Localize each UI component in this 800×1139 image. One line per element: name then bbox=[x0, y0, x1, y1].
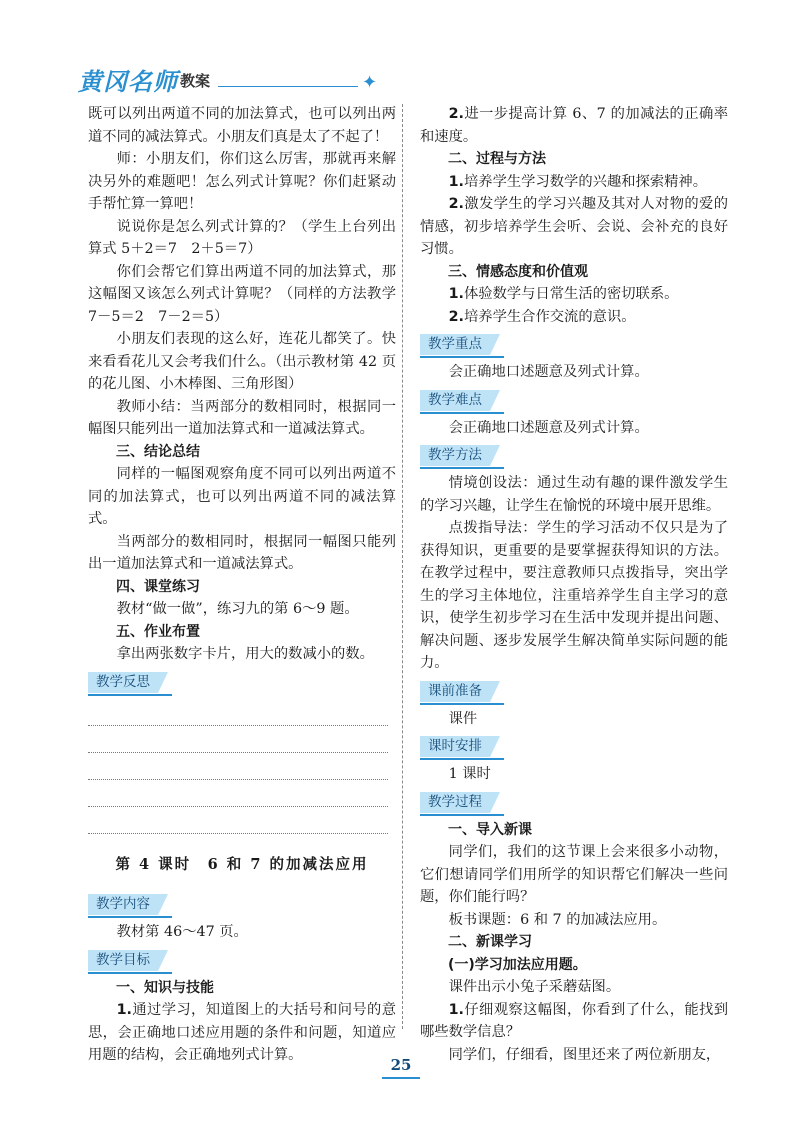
paragraph: 情境创设法：通过生动有趣的课件激发学生的学习兴趣，让学生在愉悦的环境中展开思维。 bbox=[420, 475, 728, 514]
sparkle-icon: ✦ bbox=[362, 72, 378, 93]
dotted-line bbox=[88, 753, 388, 780]
paragraph: 师：小朋友们，你们这么厉害，那就再来解决另外的难题吧！怎么列式计算呢？你们赶紧动手帮忙算一算吧！ bbox=[88, 151, 396, 212]
item-number: 1. bbox=[116, 1002, 132, 1018]
item-text: 仔细观察这幅图，你看到了什么，能找到哪些数学信息？ bbox=[420, 1001, 728, 1040]
page-number: 25 bbox=[390, 1056, 412, 1074]
section-heading: 五、作业布置 bbox=[116, 623, 200, 640]
item-number: 2. bbox=[448, 196, 464, 212]
paragraph: 会正确地口述题意及列式计算。 bbox=[448, 419, 649, 436]
section-heading: 一、知识与技能 bbox=[116, 979, 214, 996]
numbered-paragraph bbox=[420, 103, 728, 148]
paragraph: 既可以列出两道不同的加法算式，也可以列出两道不同的减法算式。小朋友们真是太了不起了！ bbox=[88, 106, 396, 145]
item-text: 培养学生合作交流的意识。 bbox=[463, 308, 636, 325]
paragraph: 你们会帮它们算出两道不同的加法算式，那这幅图又该怎么列式计算呢？（同样的方法教学 7－5＝2 7－2＝5） bbox=[88, 263, 396, 325]
item-number: 1. bbox=[448, 286, 464, 302]
dotted-line bbox=[88, 699, 388, 726]
item-text: 通过学习，知道图上的大括号和问号的意思，会正确地口述应用题的条件和问题，知道应用题的结构，会正确地列式计算。 bbox=[88, 1002, 396, 1063]
right-column bbox=[420, 103, 728, 1066]
paragraph: 说说你是怎么列式计算的？（学生上台列出算式 5＋2＝7 2＋5＝7） bbox=[88, 218, 396, 257]
item-number: 1. bbox=[448, 1001, 464, 1018]
paragraph: 课件 bbox=[448, 710, 478, 727]
paragraph: 当两部分的数相同时，根据同一幅图只能列出一道加法算式和一道减法算式。 bbox=[88, 533, 396, 572]
page-header bbox=[78, 62, 378, 102]
header-subtitle: 教案 bbox=[180, 72, 211, 90]
section-tag-process: 教学过程 bbox=[420, 792, 490, 813]
column-divider bbox=[402, 104, 403, 1029]
item-text: 培养学生学习数学的兴趣和探索精神。 bbox=[463, 173, 708, 190]
section-heading: 三、结论总结 bbox=[116, 443, 200, 460]
paragraph: 教师小结：当两部分的数相同时，根据同一幅图只能列出一道加法算式和一道减法算式。 bbox=[88, 398, 396, 437]
paragraph: 同学们，仔细看，图里还来了两位新朋友， bbox=[448, 1046, 721, 1063]
numbered-paragraph bbox=[420, 171, 728, 194]
numbered-paragraph bbox=[420, 306, 728, 329]
section-heading: 三、情感态度和价值观 bbox=[448, 263, 588, 280]
reflection-lines bbox=[88, 699, 396, 834]
page-number-underline bbox=[382, 1077, 420, 1079]
section-tag-methods: 教学方法 bbox=[420, 445, 490, 466]
section-tag-key-points: 教学重点 bbox=[420, 334, 490, 355]
section-heading: 一、导入新课 bbox=[448, 821, 532, 838]
section-tag-content: 教学内容 bbox=[88, 894, 158, 915]
numbered-paragraph bbox=[420, 283, 728, 306]
header-rule bbox=[218, 86, 358, 87]
item-text: 体验数学与日常生活的密切联系。 bbox=[463, 286, 679, 302]
section-tag-reflection: 教学反思 bbox=[88, 672, 158, 693]
numbered-paragraph bbox=[420, 999, 728, 1044]
lesson-title: 第 4 课时 6 和 7 的加减法应用 bbox=[115, 855, 369, 873]
item-number: 1. bbox=[448, 173, 464, 190]
paragraph: 板书课题：6 和 7 的加减法应用。 bbox=[448, 911, 667, 928]
section-tag-schedule: 课时安排 bbox=[420, 736, 490, 757]
item-text: 激发学生的学习兴趣及其对人对物的爱的情感，初步培养学生会听、会说、会补充的良好习惯。 bbox=[420, 196, 728, 257]
paragraph: 教材“做一做”，练习九的第 6～9 题。 bbox=[116, 601, 359, 617]
left-column bbox=[88, 103, 396, 1067]
paragraph: 会正确地口述题意及列式计算。 bbox=[448, 364, 649, 380]
dotted-line bbox=[88, 807, 388, 834]
section-heading: 四、课堂练习 bbox=[116, 578, 200, 595]
subsection-heading: (一)学习加法应用题。 bbox=[448, 956, 587, 973]
section-tag-preparation: 课前准备 bbox=[420, 681, 490, 702]
section-heading: 二、过程与方法 bbox=[448, 151, 546, 167]
section-heading: 二、新课学习 bbox=[448, 934, 532, 950]
dotted-line bbox=[88, 726, 388, 753]
section-tag-difficulties: 教学难点 bbox=[420, 390, 490, 411]
paragraph: 小朋友们表现的这么好，连花儿都笑了。快来看看花儿又会考我们什么。（出示教材第 42 页的花儿图、小木棒图、三角形图） bbox=[88, 331, 396, 392]
paragraph: 拿出两张数字卡片，用大的数减小的数。 bbox=[116, 646, 374, 662]
paragraph: 点拨指导法：学生的学习活动不仅只是为了获得知识，更重要的是要掌握获得知识的方法。在教学过程中，要注意教师只点拨指导，突出学生的学习主体地位，注重培养学生自主学习的意识，使学生初步学习在生活中发现并提出问题、解决问题、逐步发展学生解决简单实际问题的能力。 bbox=[420, 520, 728, 671]
numbered-paragraph bbox=[420, 193, 728, 261]
paragraph: 同学们，我们的这节课上会来很多小动物，它们想请同学们用所学的知识帮它们解决一些问题，你们能行吗？ bbox=[420, 844, 728, 905]
paragraph: 1 课时 bbox=[448, 766, 491, 782]
item-number: 2. bbox=[448, 308, 464, 325]
paragraph: 教材第 46～47 页。 bbox=[116, 924, 248, 940]
dotted-line bbox=[88, 780, 388, 807]
paragraph: 同样的一幅图观察角度不同可以列出两道不同的加法算式，也可以列出两道不同的减法算式。 bbox=[88, 466, 396, 527]
item-text: 进一步提高计算 6、7 的加减法的正确率和速度。 bbox=[420, 106, 728, 145]
numbered-paragraph bbox=[88, 999, 396, 1067]
paragraph: 课件出示小兔子采蘑菇图。 bbox=[448, 979, 621, 995]
section-tag-goals: 教学目标 bbox=[88, 950, 158, 971]
brand-logo: 黄冈名师 bbox=[78, 68, 178, 96]
item-number: 2. bbox=[448, 106, 464, 122]
